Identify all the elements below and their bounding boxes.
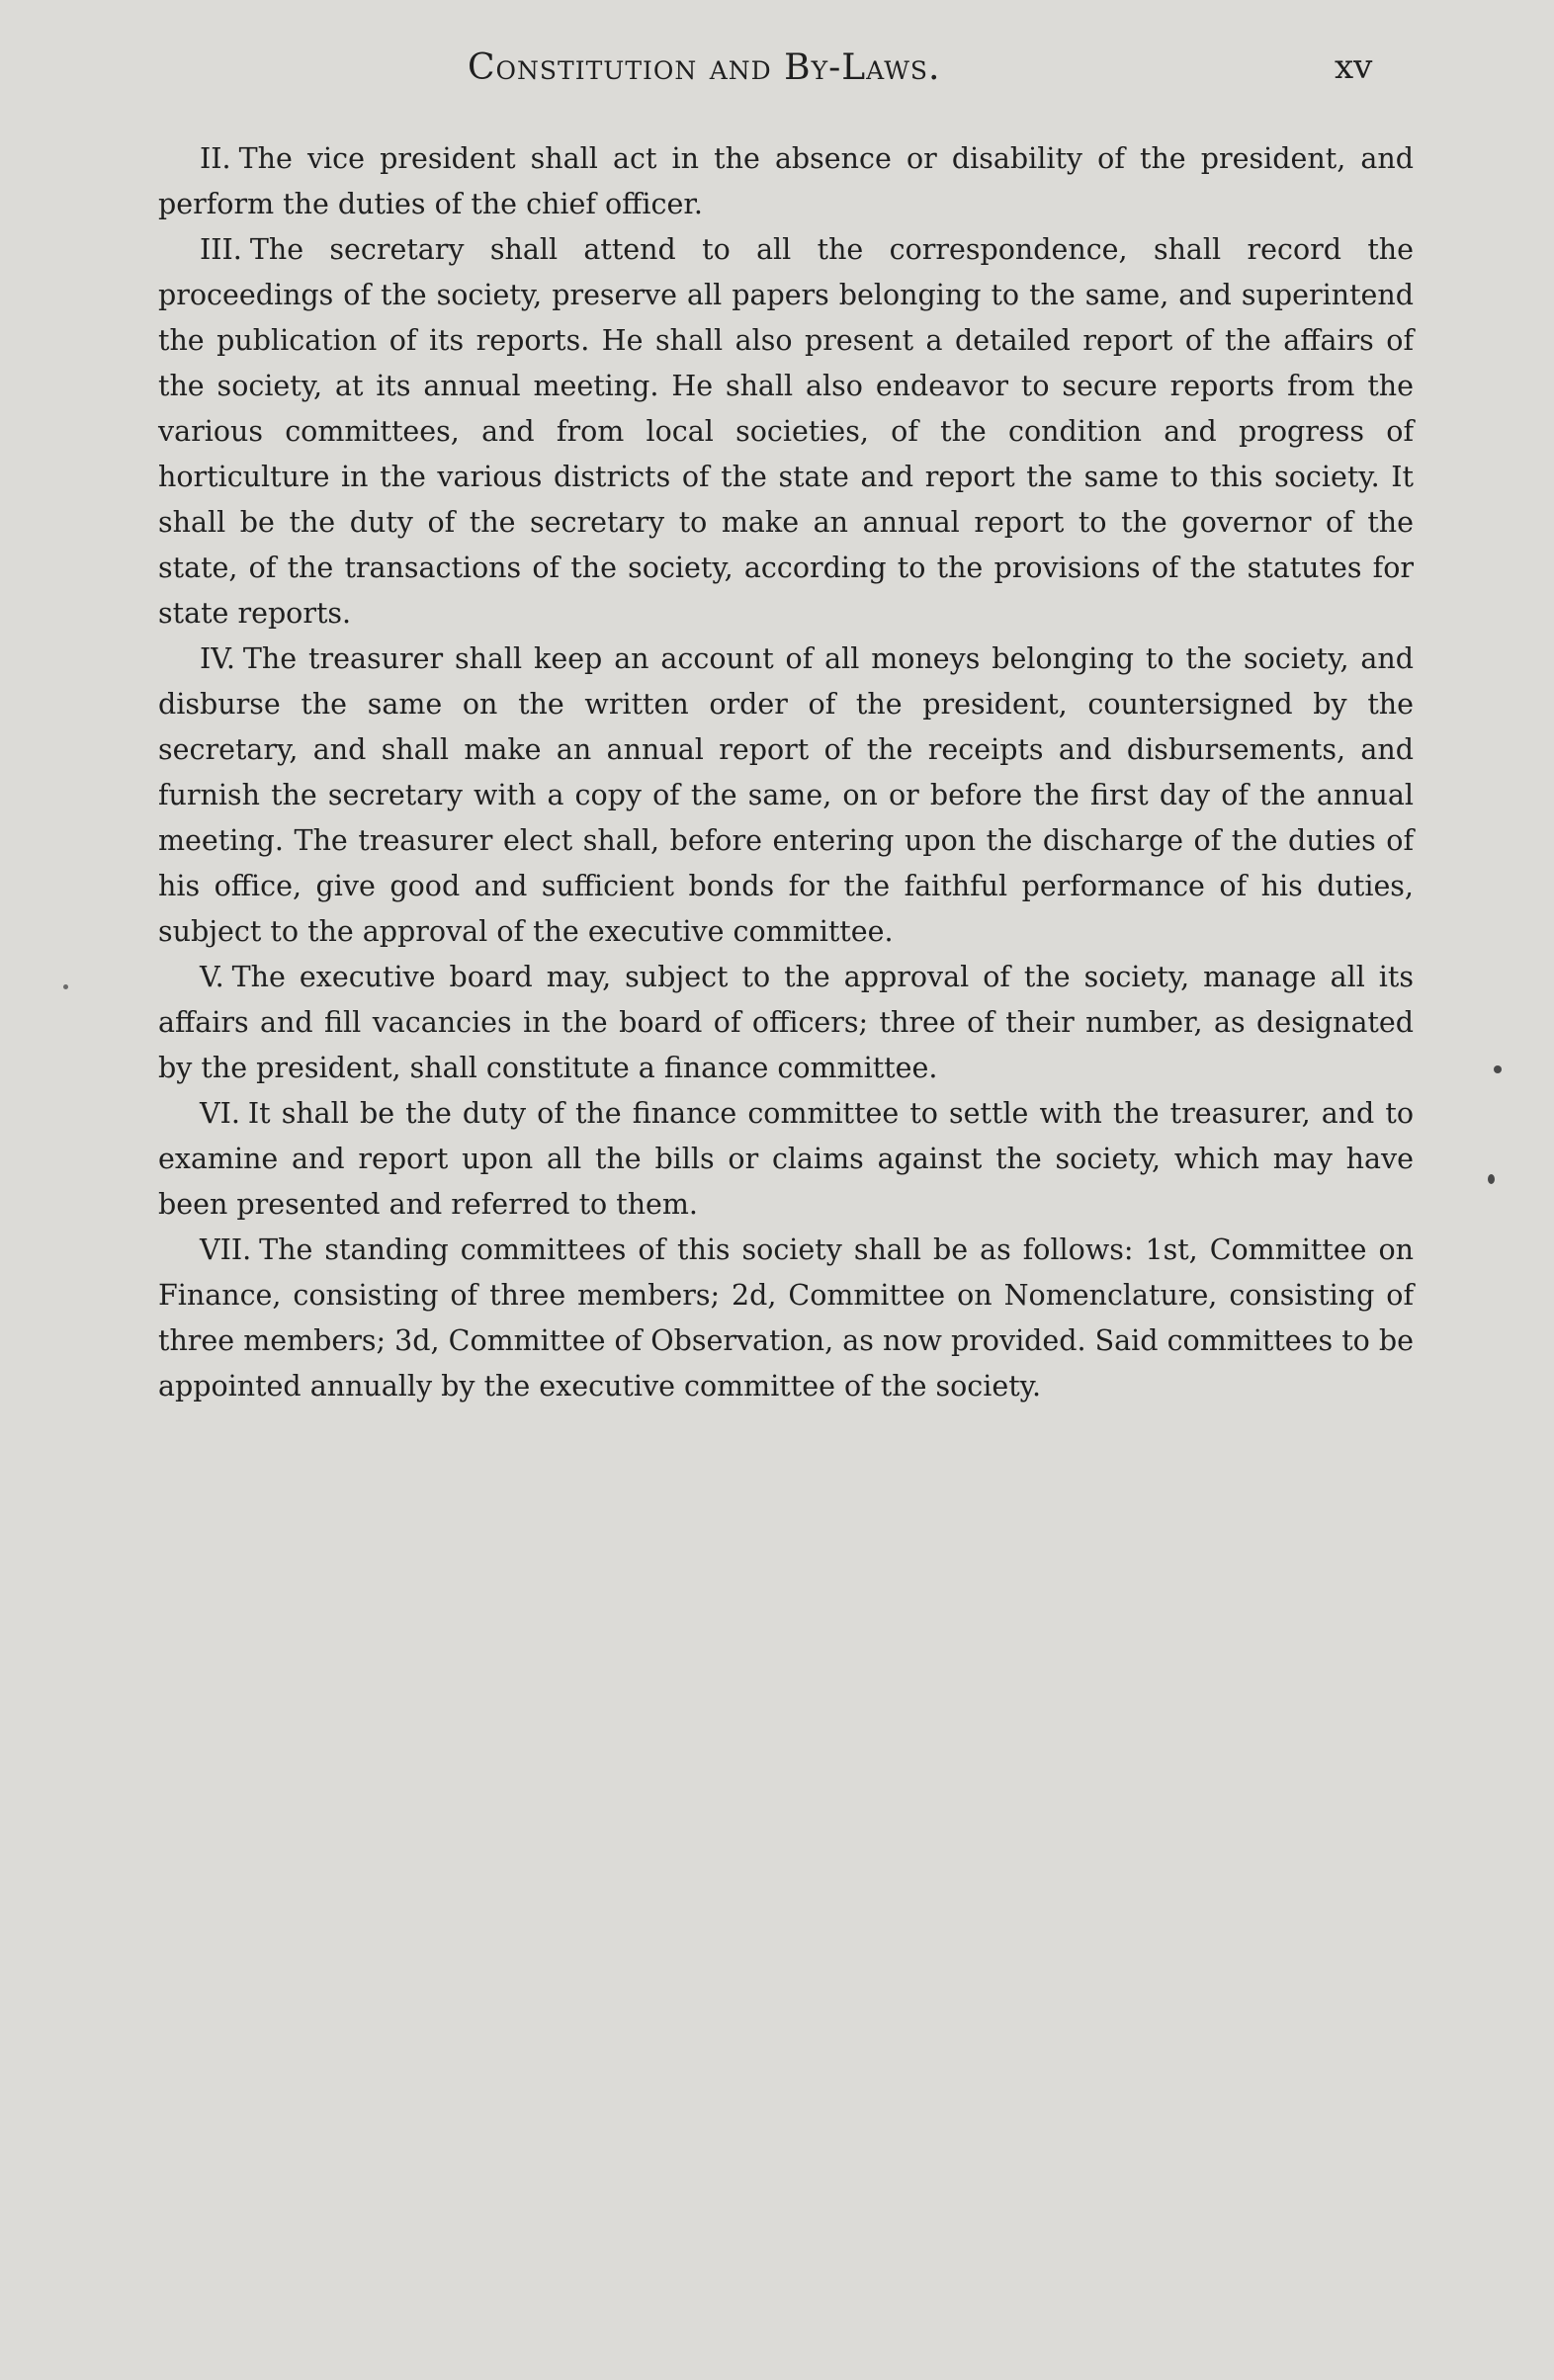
section-text: The secretary shall attend to all the correspondence, shall record the proceedings of the society, preserve all papers belonging to the same, and superintend the publication of its reports. He shall also present a detailed report of the affairs of the society, at its annual meeting. He shall also endeavor to secure reports from the various committees, and from local societies, of the condition and progress of horticulture in the various districts of the state and report the same to this society. It shall be the duty of the secretary to make an annual report to the governor of the state, of the transactions of the society, according to the provisions of the statutes for state reports. <box>158 233 1414 630</box>
bylaw-section-ii <box>158 136 1414 227</box>
section-number: VII. <box>200 1233 252 1266</box>
bylaw-section-iv <box>158 637 1414 955</box>
page-number: xv <box>1335 47 1373 87</box>
bylaw-section-vi <box>158 1091 1414 1228</box>
section-text: The vice president shall act in the absence or disability of the president, and perform the duties of the chief officer. <box>158 142 1414 220</box>
section-number: VI. <box>200 1097 240 1130</box>
running-head <box>0 47 1554 95</box>
section-text: It shall be the duty of the finance committee to settle with the treasurer, and to examine and report upon all the bills or claims against the society, which may have been presented and referred to them. <box>158 1097 1414 1221</box>
section-number: V. <box>200 961 224 993</box>
bylaw-section-vii <box>158 1228 1414 1409</box>
ink-speck <box>63 984 68 989</box>
bylaw-section-v <box>158 955 1414 1091</box>
section-number: III. <box>200 233 242 266</box>
section-text: The treasurer shall keep an account of all moneys belonging to the society, and disburse the same on the written order of the president, countersigned by the secretary, and shall make an annual report of the receipts and disbursements, and furnish the secretary with a copy of the same, on or before the first day of the annual meeting. The treasurer elect shall, before entering upon the discharge of the duties of his office, give good and sufficient bonds for the faithful performance of his duties, subject to the approval of the executive committee. <box>158 642 1414 948</box>
running-title: Constitution and By-Laws. <box>468 47 941 88</box>
bylaws-text <box>158 136 1414 1409</box>
section-text: The executive board may, subject to the approval of the society, manage all its affairs and fill vacancies in the board of officers; three of their number, as designated by the president, shall constitute a finance committee. <box>158 961 1414 1084</box>
ink-speck <box>1494 1065 1502 1073</box>
section-text: The standing committees of this society shall be as follows: 1st, Committee on Finance, consisting of three members; 2d, Committee on Nomenclature, consisting of three members; 3d, Committee of Observation, as now provided. Said committees to be appointed annually by the executive committee of the society. <box>158 1233 1414 1402</box>
ink-speck <box>1488 1174 1495 1184</box>
section-number: IV. <box>200 642 235 675</box>
section-number: II. <box>200 142 231 175</box>
bylaw-section-iii <box>158 227 1414 637</box>
